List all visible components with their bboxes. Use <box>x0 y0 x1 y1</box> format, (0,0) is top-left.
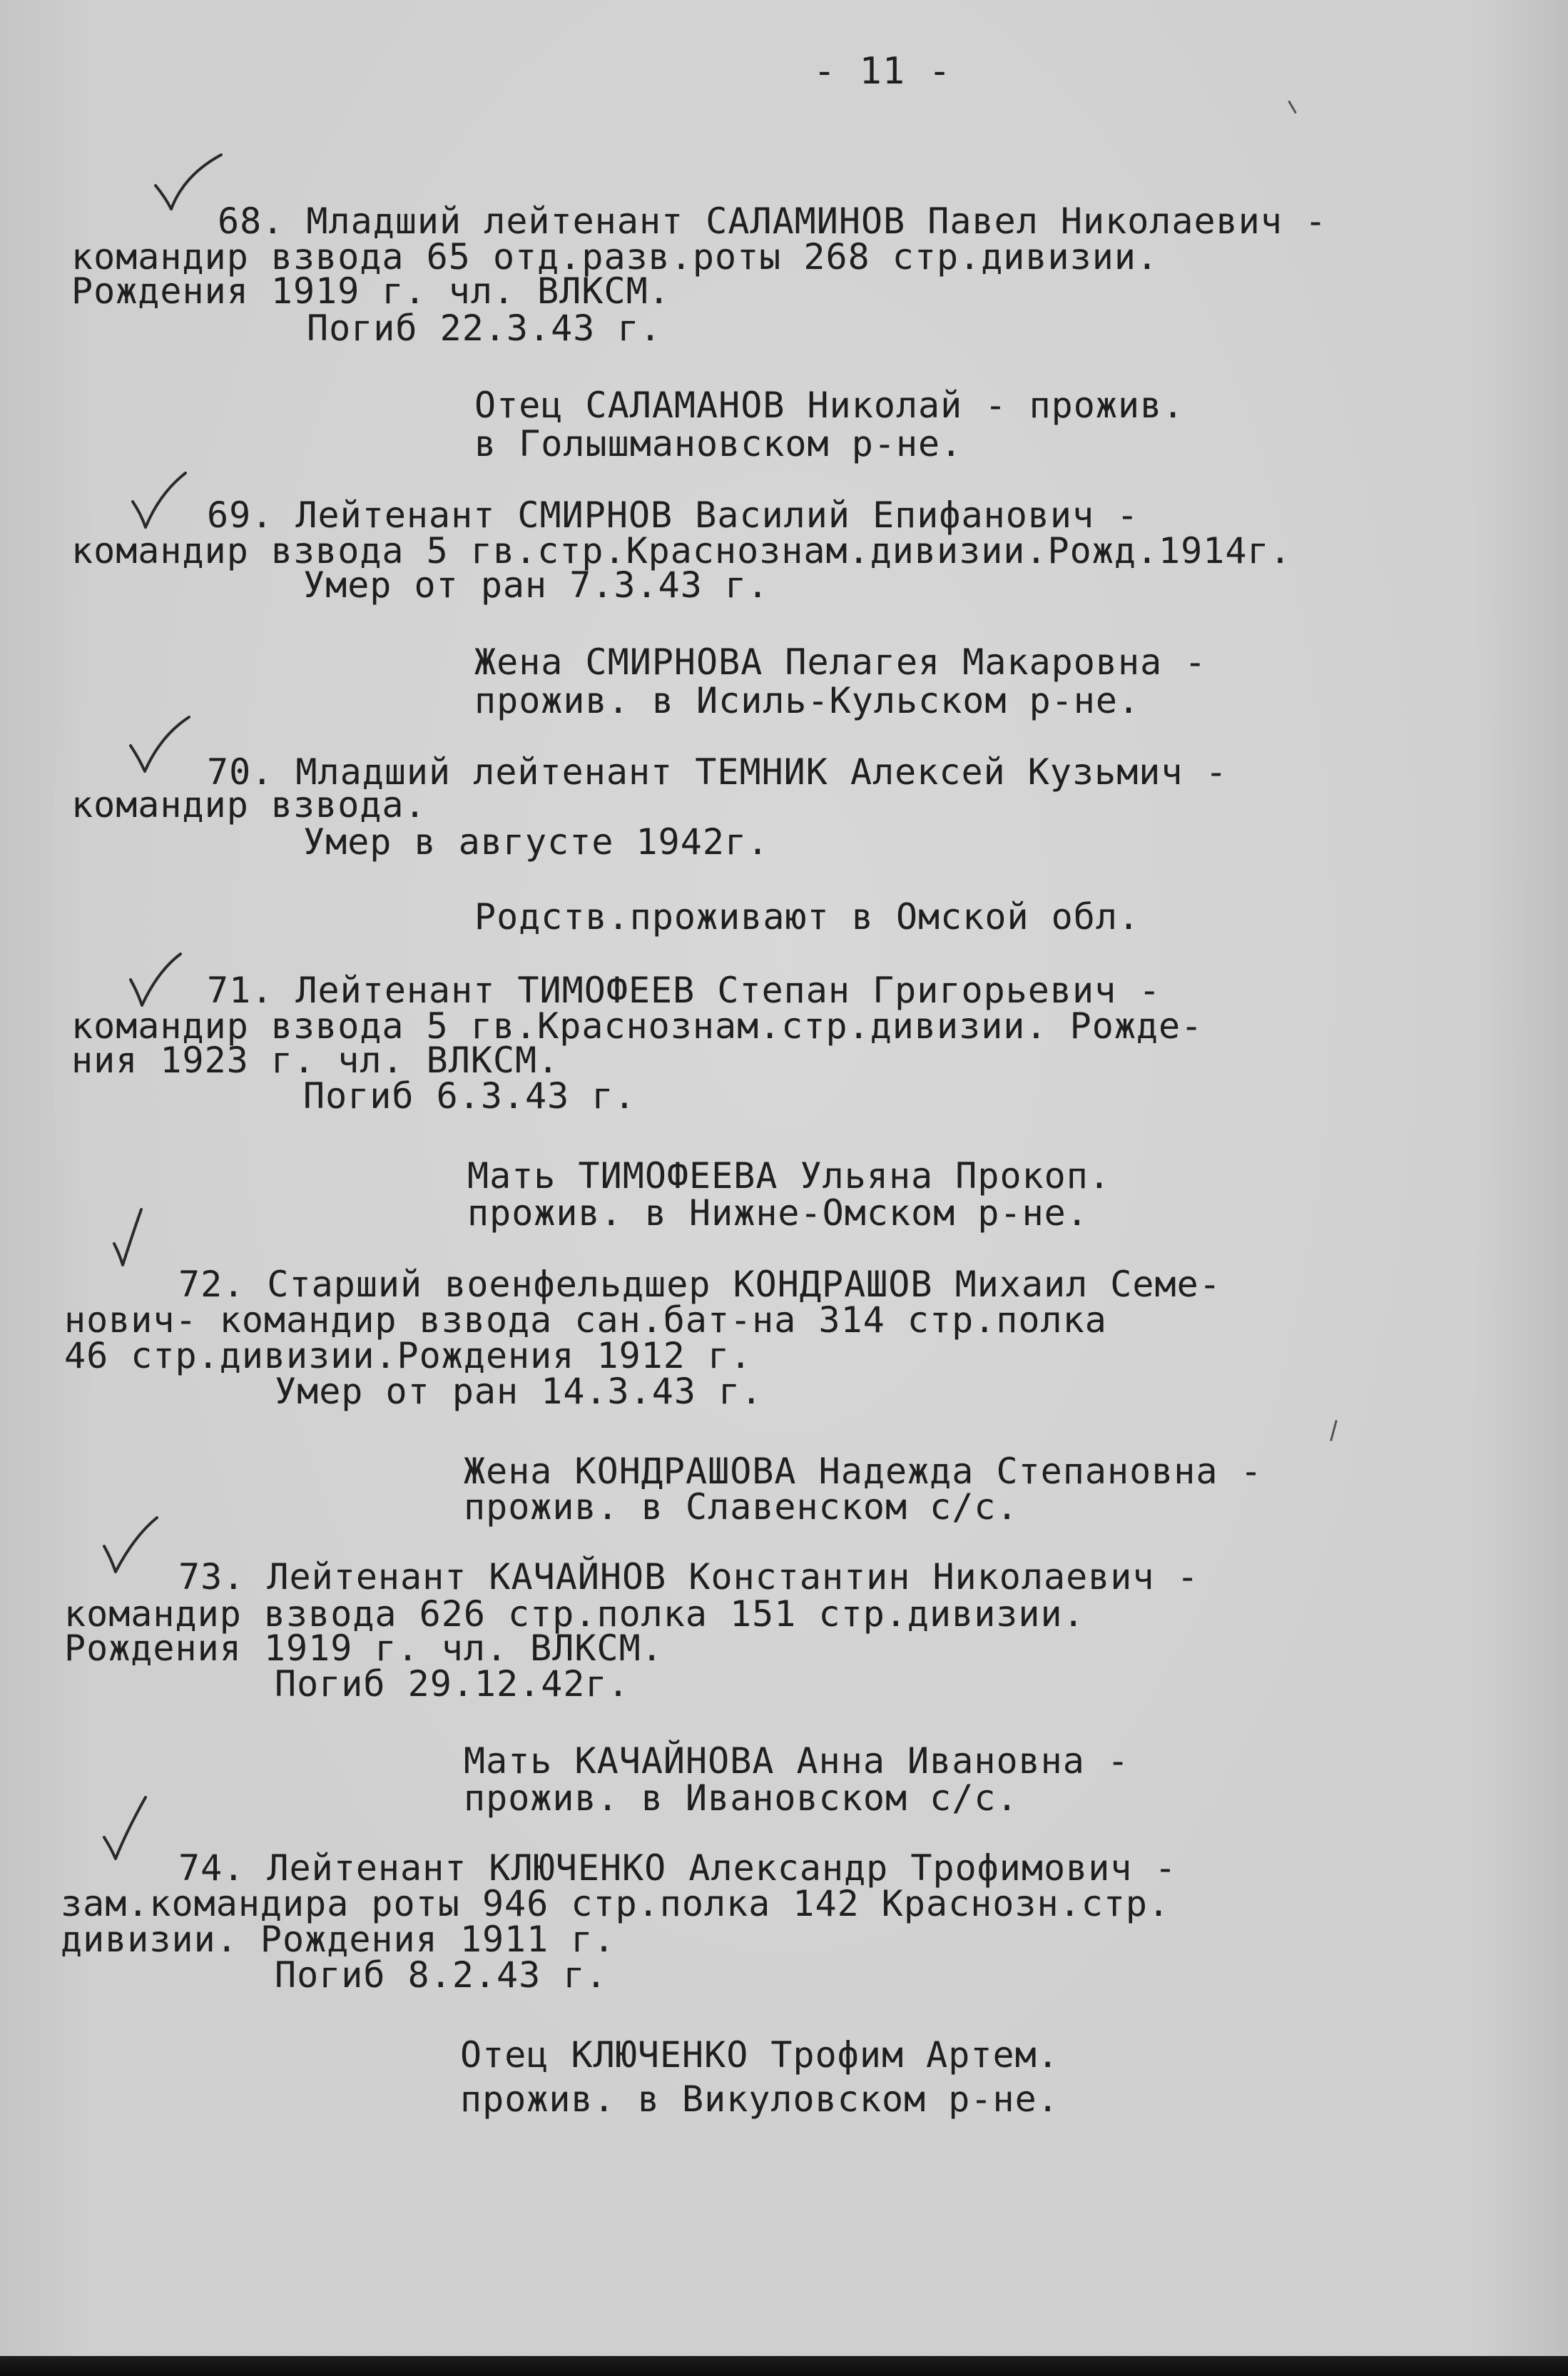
entry-68-line-3: Рождения 1919 г. чл. ВЛКСМ. <box>71 270 671 312</box>
entry-68-relative-1: Отец САЛАМАНОВ Николай - прожив. <box>474 385 1185 426</box>
entry-71-line-2: командир взвода 5 гв.Краснознам.стр.дивизии. Рожде- <box>71 1005 1203 1047</box>
entry-73-relative-1: Мать КАЧАЙНОВА Анна Ивановна - <box>464 1740 1130 1782</box>
entry-71-line-4: Погиб 6.3.43 г. <box>303 1075 636 1117</box>
entry-70-relative-1: Родств.проживают в Омской обл. <box>474 896 1141 938</box>
checkmark-icon <box>100 1802 178 1859</box>
entry-73-line-2: командир взвода 626 стр.полка 151 стр.дивизии. <box>64 1593 1085 1635</box>
entry-74-line-4: Погиб 8.2.43 г. <box>275 1954 608 1996</box>
checkmark-icon <box>107 1209 185 1266</box>
entry-72-line-1: 72. Старший военфельдшер КОНДРАШОВ Михаил Семе- <box>178 1264 1221 1305</box>
entry-69-line-1: 69. Лейтенант СМИРНОВ Василий Епифанович - <box>207 494 1139 536</box>
entry-68-line-2: командир взвода 65 отд.разв.роты 268 стр.дивизии. <box>71 236 1159 278</box>
checkmark-icon <box>128 473 207 530</box>
entry-74-relative-2: прожив. в Викуловском р-не. <box>460 2078 1059 2120</box>
entry-69-line-2: командир взвода 5 гв.стр.Краснознам.дивизии.Рожд.1914г. <box>71 530 1292 572</box>
entry-68-line-4: Погиб 22.3.43 г. <box>307 308 662 349</box>
entry-74-relative-1: Отец КЛЮЧЕНКО Трофим Артем. <box>460 2034 1059 2076</box>
scan-bottom-edge <box>0 2356 1568 2376</box>
entry-73-relative-2: прожив. в Ивановском с/с. <box>464 1777 1019 1819</box>
margin-mark <box>1288 101 1297 114</box>
entry-69-relative-2: прожив. в Исиль-Кульском р-не. <box>474 680 1141 721</box>
entry-70-line-2: командир взвода. <box>71 784 427 826</box>
entry-68-line-1: 68. Младший лейтенант САЛАМИНОВ Павел Николаевич - <box>218 200 1328 242</box>
margin-mark <box>1330 1420 1338 1441</box>
page-number: - 11 - <box>813 50 952 93</box>
entry-74-line-1: 74. Лейтенант КЛЮЧЕНКО Александр Трофимович - <box>178 1847 1177 1889</box>
entry-72-line-2: нович- командир взвода сан.бат-на 314 стр.полка <box>64 1299 1107 1341</box>
entry-69-line-3: Умер от ран 7.3.43 г. <box>303 564 770 606</box>
entry-70-line-1: 70. Младший лейтенант ТЕМНИК Алексей Кузьмич - <box>207 751 1228 793</box>
entry-73-line-1: 73. Лейтенант КАЧАЙНОВ Константин Николаевич - <box>178 1556 1199 1598</box>
checkmark-icon <box>125 717 203 774</box>
entry-72-line-4: Умер от ран 14.3.43 г. <box>275 1371 763 1412</box>
entry-72-line-3: 46 стр.дивизии.Рождения 1912 г. <box>64 1335 753 1376</box>
checkmark-icon <box>100 1518 178 1575</box>
entry-72-relative-2: прожив. в Славенском с/с. <box>464 1486 1019 1528</box>
entry-69-relative-1: Жена СМИРНОВА Пелагея Макаровна - <box>474 641 1207 683</box>
entry-73-line-4: Погиб 29.12.42г. <box>275 1663 630 1705</box>
entry-74-line-2: зам.командира роты 946 стр.полка 142 Краснозн.стр. <box>61 1883 1171 1924</box>
entry-72-relative-1: Жена КОНДРАШОВА Надежда Степановна - <box>464 1451 1263 1492</box>
entry-71-relative-2: прожив. в Нижне-Омском р-не. <box>467 1192 1089 1234</box>
entry-74-line-3: дивизии. Рождения 1911 г. <box>61 1919 616 1960</box>
entry-70-line-3: Умер в августе 1942г. <box>303 821 770 863</box>
checkmark-icon <box>125 953 203 1010</box>
entry-73-line-3: Рождения 1919 г. чл. ВЛКСМ. <box>64 1628 663 1669</box>
entry-71-line-3: ния 1923 г. чл. ВЛКСМ. <box>71 1040 560 1081</box>
entry-71-relative-1: Мать ТИМОФЕЕВА Ульяна Прокоп. <box>467 1155 1111 1197</box>
entry-71-line-1: 71. Лейтенант ТИМОФЕЕВ Степан Григорьевич - <box>207 970 1161 1011</box>
checkmark-icon <box>150 153 228 210</box>
entry-68-relative-2: в Голышмановском р-не. <box>474 423 963 464</box>
